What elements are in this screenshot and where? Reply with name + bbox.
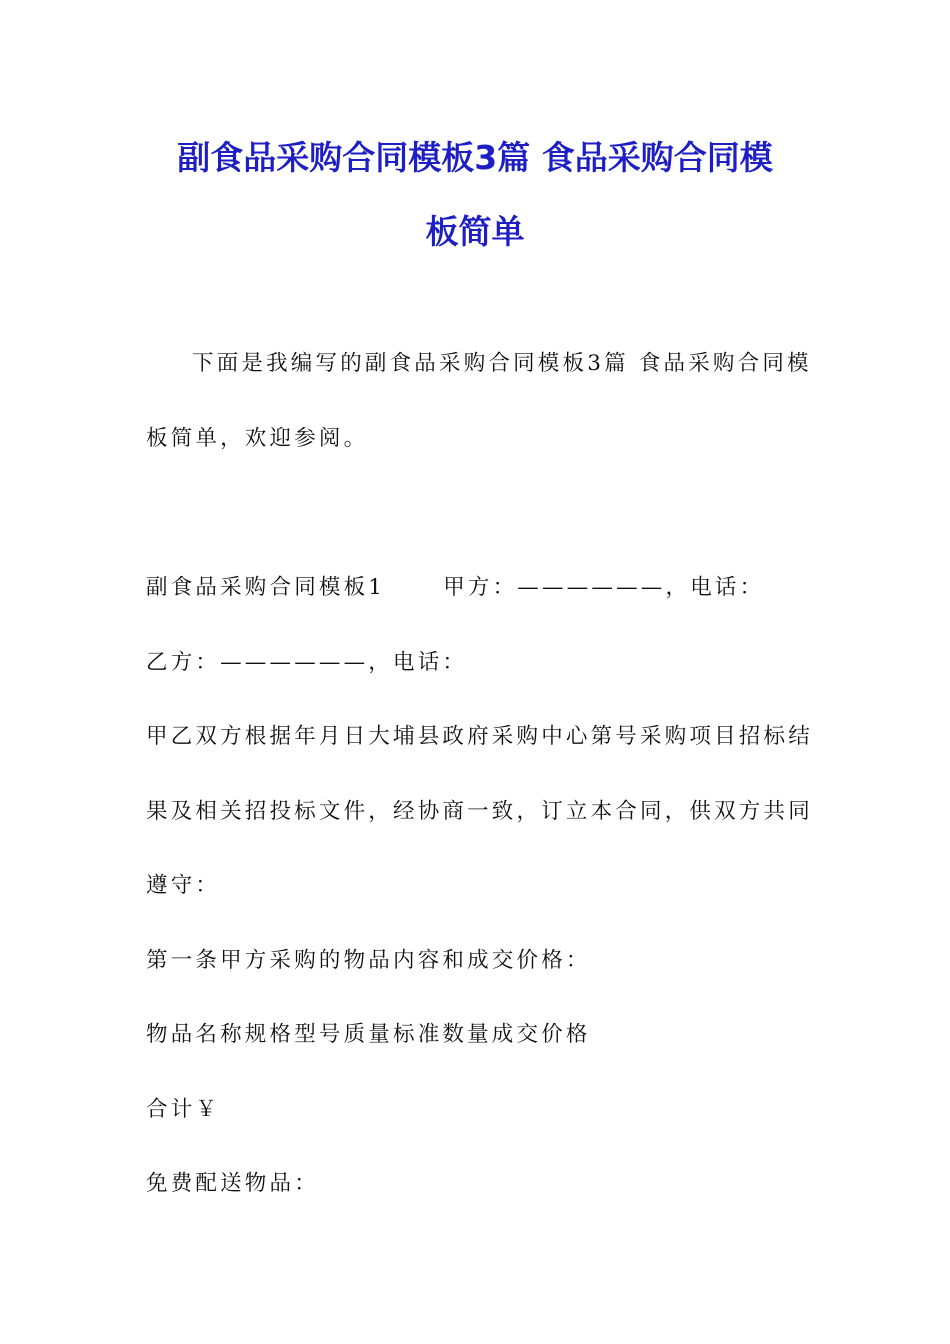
intro-line-2: 板简单，欢迎参阅。 [146,426,369,451]
paragraph-line-2: 果及相关招投标文件，经协商一致，订立本合同，供双方共同 [146,799,813,824]
article-1-heading: 第一条甲方采购的物品内容和成交价格： [146,948,591,973]
party-a-line: 甲方：——————，电话： [443,575,765,600]
item-table-header: 物品名称规格型号质量标准数量成交价格 [146,1022,591,1047]
document-title-line-2: 板简单 [425,212,525,251]
document-title-line-1: 副食品采购合同模板3篇 食品采购合同模 [177,138,773,177]
intro-line-1: 下面是我编写的副食品采购合同模板3篇 食品采购合同模 [192,351,812,376]
section-heading: 副食品采购合同模板1 [146,575,386,600]
paragraph-line-3: 遵守： [146,873,221,898]
free-delivery-line: 免费配送物品： [146,1171,319,1196]
total-line: 合计￥ [146,1097,221,1122]
party-b-line: 乙方：——————，电话： [146,650,468,675]
section-heading-row [146,570,764,601]
paragraph-line-1: 甲乙双方根据年月日大埔县政府采购中心第号采购项目招标结 [146,724,813,749]
